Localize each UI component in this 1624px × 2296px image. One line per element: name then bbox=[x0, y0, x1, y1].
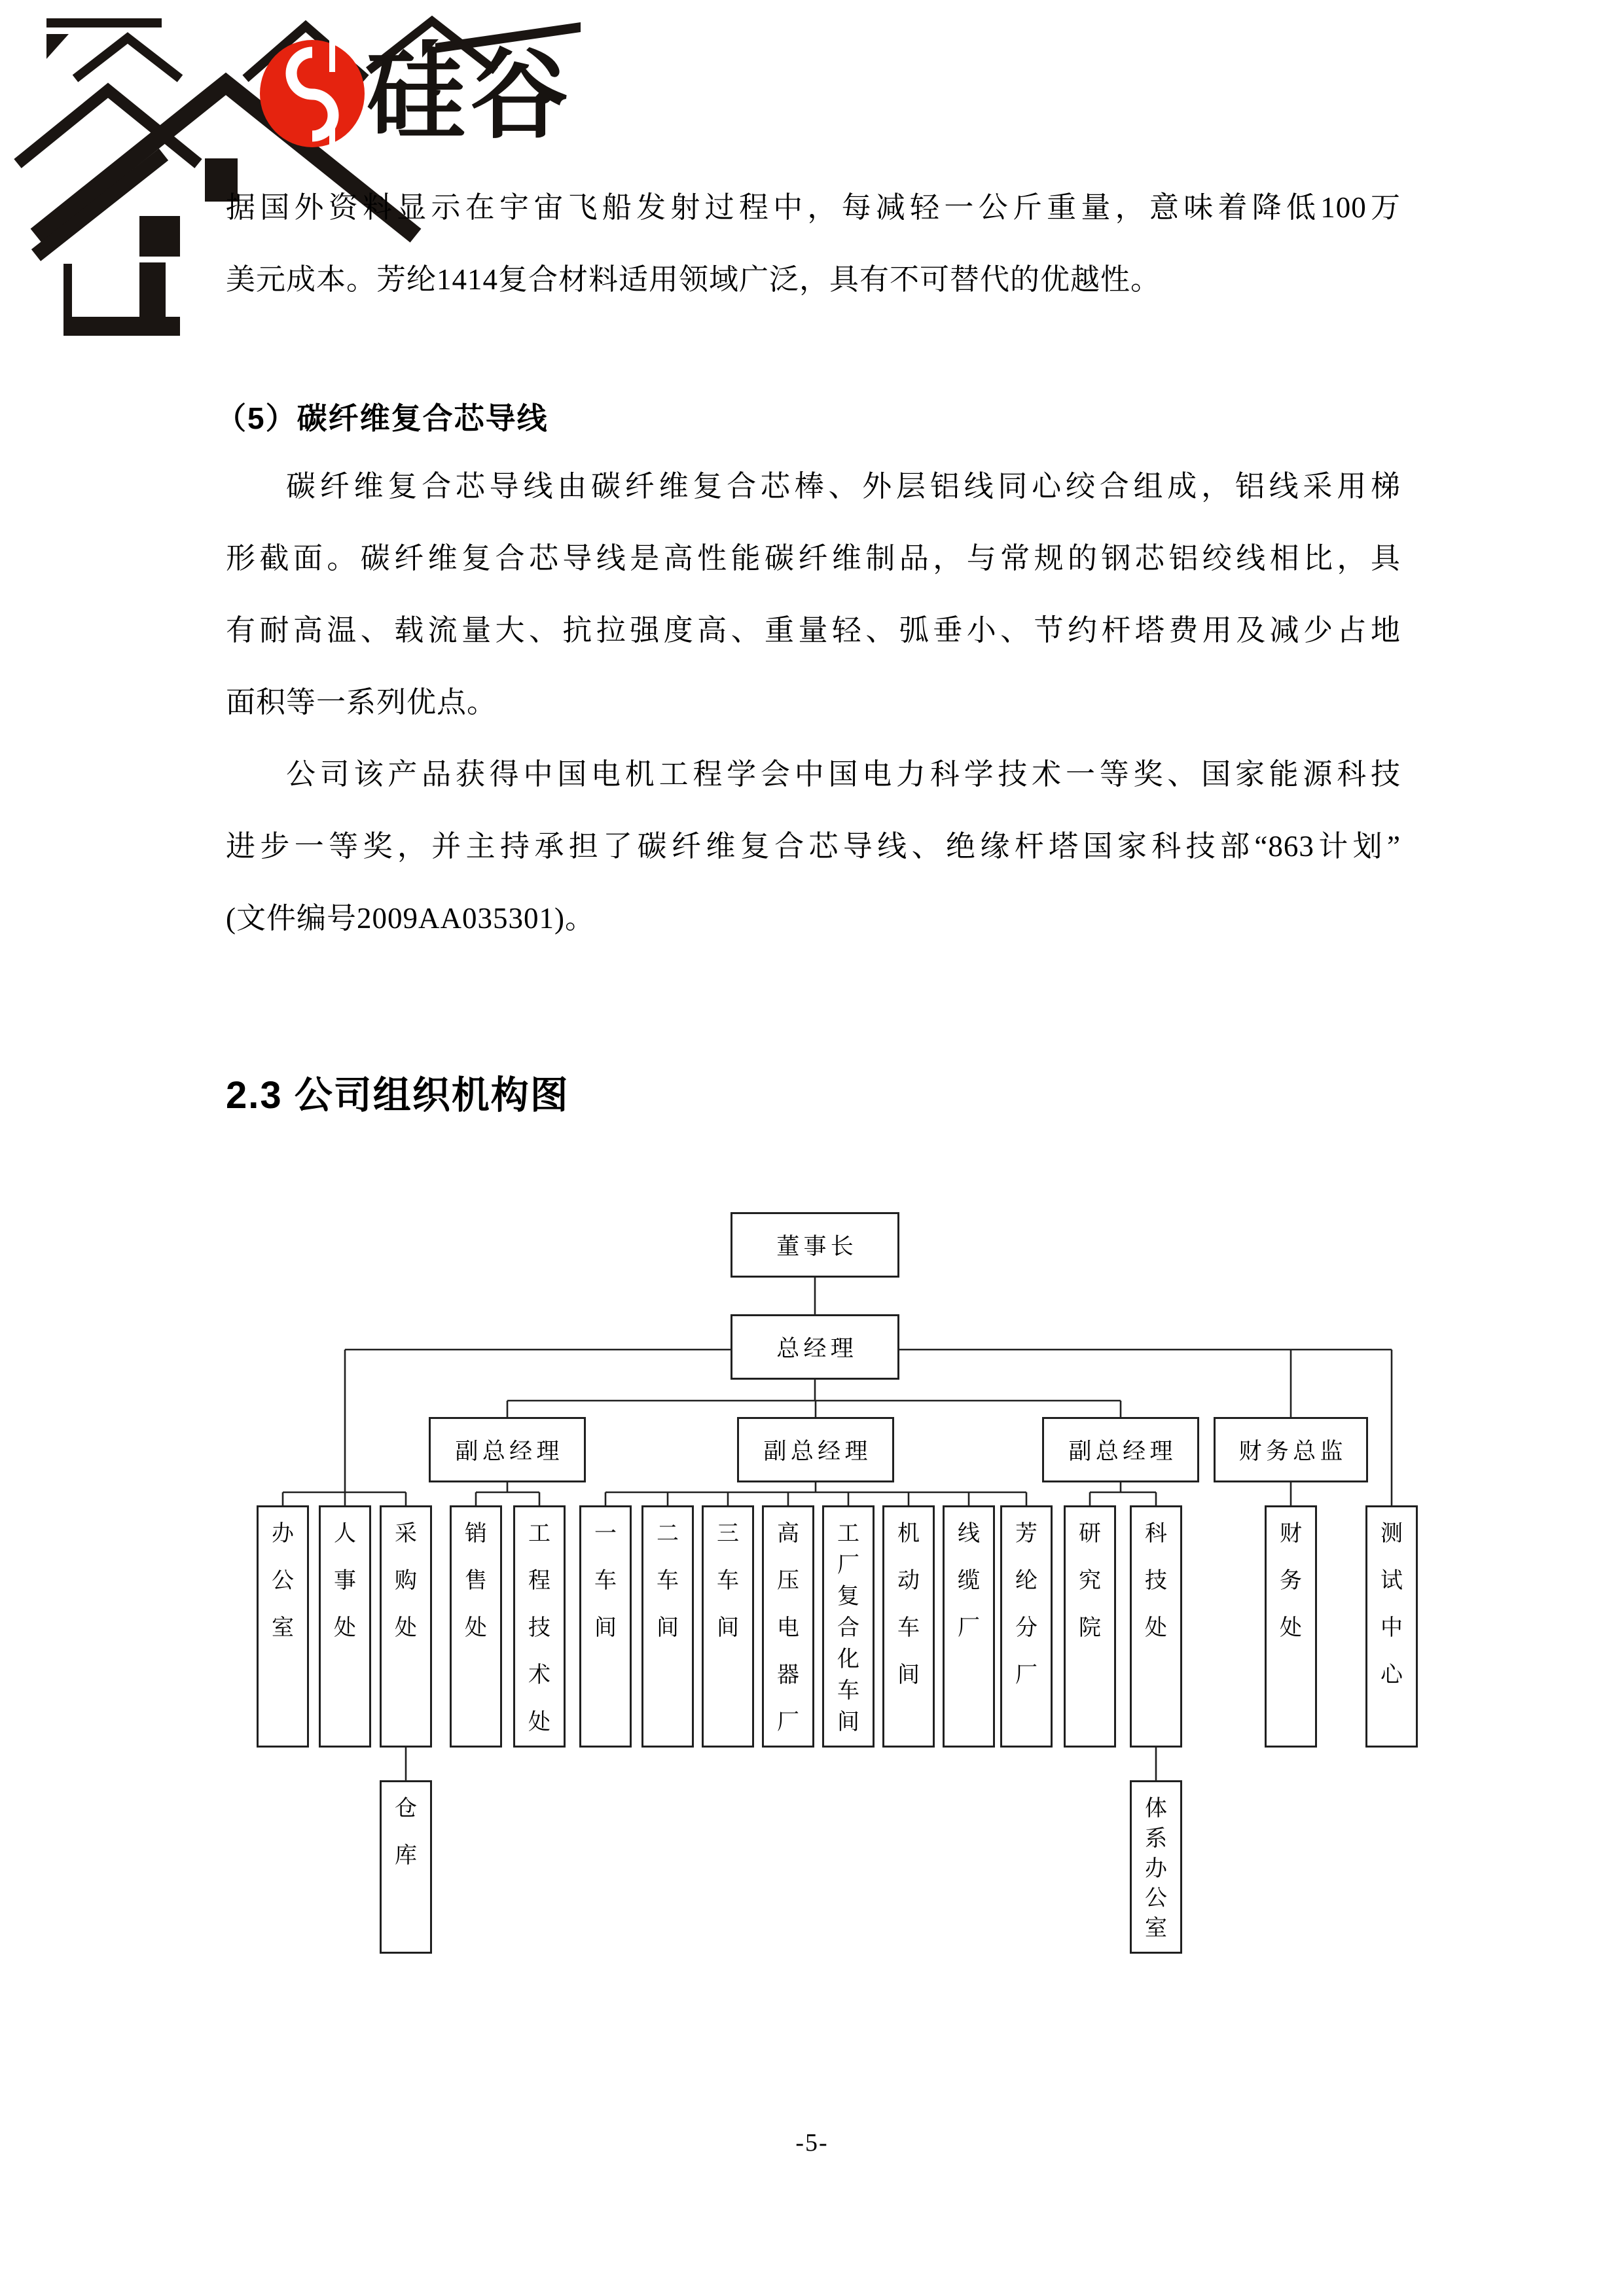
vertical-label-char: 处 bbox=[528, 1710, 550, 1734]
org-box-leaf-6 bbox=[641, 1505, 694, 1748]
org-box-chairman bbox=[731, 1212, 899, 1278]
vertical-label-char: 研 bbox=[1079, 1522, 1101, 1546]
vertical-label-char: 高 bbox=[777, 1522, 799, 1546]
vertical-label-char: 压 bbox=[777, 1569, 799, 1593]
vertical-label-char: 合 bbox=[837, 1616, 859, 1640]
paragraph-intro bbox=[226, 171, 1401, 315]
vertical-label-char: 缆 bbox=[958, 1569, 980, 1593]
vertical-label-char: 公 bbox=[1145, 1886, 1167, 1911]
paragraph-awards bbox=[226, 738, 1401, 954]
vertical-label-char: 纶 bbox=[1015, 1569, 1038, 1593]
vertical-label-char: 体 bbox=[1145, 1797, 1167, 1821]
vertical-label-char: 工 bbox=[528, 1522, 550, 1546]
vertical-label-char: 机 bbox=[897, 1522, 920, 1546]
org-box-level2-0-label: 副总经理 bbox=[455, 1439, 564, 1464]
org-box-general-manager bbox=[731, 1314, 899, 1380]
vertical-label-char: 车 bbox=[897, 1616, 920, 1640]
vertical-label-char: 售 bbox=[465, 1569, 487, 1593]
org-box-leaf-13 bbox=[1064, 1505, 1116, 1748]
text-line: 面积等一系列优点。 bbox=[226, 686, 497, 719]
vertical-label-char: 处 bbox=[395, 1616, 417, 1640]
vertical-label-char: 心 bbox=[1380, 1663, 1403, 1687]
vertical-label-char: 器 bbox=[777, 1663, 799, 1687]
org-box-level2-3 bbox=[1214, 1417, 1368, 1482]
vertical-label-char: 办 bbox=[1145, 1856, 1167, 1881]
vertical-label-char: 仓 bbox=[395, 1797, 417, 1821]
vertical-label-char: 室 bbox=[272, 1616, 294, 1640]
text-line: 有耐高温、载流量大、抗拉强度高、重量轻、弧垂小、节约杆塔费用及减少占地 bbox=[226, 614, 1401, 647]
vertical-label-char: 处 bbox=[334, 1616, 356, 1640]
vertical-label-char: 务 bbox=[1280, 1569, 1302, 1593]
org-box-leaf-16 bbox=[1365, 1505, 1418, 1748]
text-line: 碳纤维复合芯导线由碳纤维复合芯棒、外层铝线同心绞合组成，铝线采用梯 bbox=[286, 470, 1401, 503]
vertical-label-char: 中 bbox=[1380, 1616, 1403, 1640]
vertical-label-char: 技 bbox=[1145, 1569, 1167, 1593]
logo-brand-text: 硅谷 bbox=[367, 40, 574, 150]
vertical-label-char: 工 bbox=[837, 1522, 859, 1546]
vertical-label-char: 线 bbox=[958, 1522, 980, 1546]
vertical-label-char: 厂 bbox=[958, 1616, 980, 1640]
vertical-label-char: 车 bbox=[717, 1569, 739, 1593]
vertical-label-char: 间 bbox=[717, 1616, 739, 1640]
vertical-label-char: 三 bbox=[717, 1522, 739, 1546]
vertical-label-char: 间 bbox=[837, 1710, 859, 1734]
org-box-leaf-8 bbox=[762, 1505, 814, 1748]
org-box-leaf-4 bbox=[513, 1505, 566, 1748]
vertical-label-char: 芳 bbox=[1015, 1522, 1038, 1546]
vertical-label-char: 车 bbox=[594, 1569, 617, 1593]
org-box-leaf-7 bbox=[702, 1505, 754, 1748]
vertical-label-char: 化 bbox=[837, 1647, 859, 1672]
vertical-label-char: 电 bbox=[777, 1616, 799, 1640]
vertical-label-char: 公 bbox=[272, 1569, 294, 1593]
vertical-label-char: 车 bbox=[657, 1569, 679, 1593]
vertical-label-char: 究 bbox=[1079, 1569, 1101, 1593]
vertical-label-char: 院 bbox=[1079, 1616, 1101, 1640]
org-box-leaf-1 bbox=[319, 1505, 371, 1748]
org-box-leaf-14 bbox=[1130, 1505, 1182, 1748]
org-box-level2-1 bbox=[737, 1417, 894, 1482]
org-box-leaf-9 bbox=[822, 1505, 875, 1748]
vertical-label-char: 办 bbox=[272, 1522, 294, 1546]
org-box-leaf-12 bbox=[1000, 1505, 1053, 1748]
vertical-label-char: 厂 bbox=[1015, 1663, 1038, 1687]
paragraph-carbon-fiber bbox=[226, 450, 1401, 738]
vertical-label-char: 车 bbox=[837, 1679, 859, 1703]
vertical-label-char: 室 bbox=[1145, 1916, 1167, 1941]
org-box-leaf-11 bbox=[943, 1505, 995, 1748]
vertical-label-char: 二 bbox=[657, 1522, 679, 1546]
org-box-chairman-label: 董事长 bbox=[776, 1234, 858, 1259]
page-number: -5- bbox=[795, 2129, 829, 2157]
vertical-label-char: 测 bbox=[1380, 1522, 1403, 1546]
vertical-label-char: 技 bbox=[528, 1616, 550, 1640]
vertical-label-char: 库 bbox=[395, 1844, 417, 1868]
org-box-leaf-15 bbox=[1265, 1505, 1317, 1748]
vertical-label-char: 间 bbox=[594, 1616, 617, 1640]
org-box-level2-2 bbox=[1042, 1417, 1199, 1482]
vertical-label-char: 人 bbox=[334, 1522, 356, 1546]
vertical-label-char: 分 bbox=[1015, 1616, 1038, 1640]
org-box-level2-1-label: 副总经理 bbox=[763, 1439, 872, 1464]
vertical-label-char: 厂 bbox=[837, 1553, 859, 1577]
vertical-label-char: 处 bbox=[465, 1616, 487, 1640]
vertical-label-char: 复 bbox=[837, 1585, 859, 1609]
org-box-leaf-10 bbox=[882, 1505, 935, 1748]
org-box-general-manager-label: 总经理 bbox=[776, 1336, 858, 1361]
vertical-label-char: 程 bbox=[528, 1569, 550, 1593]
org-box-subleaf-1 bbox=[1130, 1780, 1182, 1954]
org-box-leaf-5 bbox=[579, 1505, 632, 1748]
vertical-label-char: 试 bbox=[1380, 1569, 1403, 1593]
section-heading-org-chart: 2.3 公司组织机构图 bbox=[226, 1074, 569, 1117]
vertical-label-char: 财 bbox=[1280, 1522, 1302, 1546]
vertical-label-char: 一 bbox=[594, 1522, 617, 1546]
vertical-label-char: 动 bbox=[897, 1569, 920, 1593]
vertical-label-char: 间 bbox=[657, 1616, 679, 1640]
text-line: 形截面。碳纤维复合芯导线是高性能碳纤维制品，与常规的钢芯铝绞线相比，具 bbox=[226, 542, 1401, 575]
text-line: 进步一等奖，并主持承担了碳纤维复合芯导线、绝缘杆塔国家科技部“863计划” bbox=[226, 830, 1401, 863]
vertical-label-char: 处 bbox=[1145, 1616, 1167, 1640]
section-heading-5: （5）碳纤维复合芯导线 bbox=[216, 401, 549, 435]
vertical-label-char: 厂 bbox=[777, 1710, 799, 1734]
vertical-label-char: 间 bbox=[897, 1663, 920, 1687]
vertical-label-char: 销 bbox=[465, 1522, 487, 1546]
org-box-leaf-2 bbox=[380, 1505, 432, 1748]
org-box-level2-3-label: 财务总监 bbox=[1238, 1439, 1347, 1464]
text-line: 美元成本。芳纶1414复合材料适用领域广泛，具有不可替代的优越性。 bbox=[226, 263, 1161, 296]
vertical-label-char: 购 bbox=[395, 1569, 417, 1593]
org-box-level2-2-label: 副总经理 bbox=[1068, 1439, 1177, 1464]
org-box-leaf-0 bbox=[257, 1505, 309, 1748]
org-box-subleaf-0 bbox=[380, 1780, 432, 1954]
vertical-label-char: 事 bbox=[334, 1569, 356, 1593]
vertical-label-char: 术 bbox=[528, 1663, 550, 1687]
vertical-label-char: 系 bbox=[1145, 1826, 1167, 1851]
org-box-leaf-3 bbox=[450, 1505, 502, 1748]
text-line: (文件编号2009AA035301)。 bbox=[226, 902, 595, 935]
text-line: 公司该产品获得中国电机工程学会中国电力科学技术一等奖、国家能源科技 bbox=[286, 758, 1401, 791]
vertical-label-char: 采 bbox=[395, 1522, 417, 1546]
org-box-level2-0 bbox=[429, 1417, 586, 1482]
vertical-label-char: 处 bbox=[1280, 1616, 1302, 1640]
text-line: 据国外资料显示在宇宙飞船发射过程中，每减轻一公斤重量，意味着降低100万 bbox=[226, 191, 1401, 224]
vertical-label-char: 科 bbox=[1145, 1522, 1167, 1546]
